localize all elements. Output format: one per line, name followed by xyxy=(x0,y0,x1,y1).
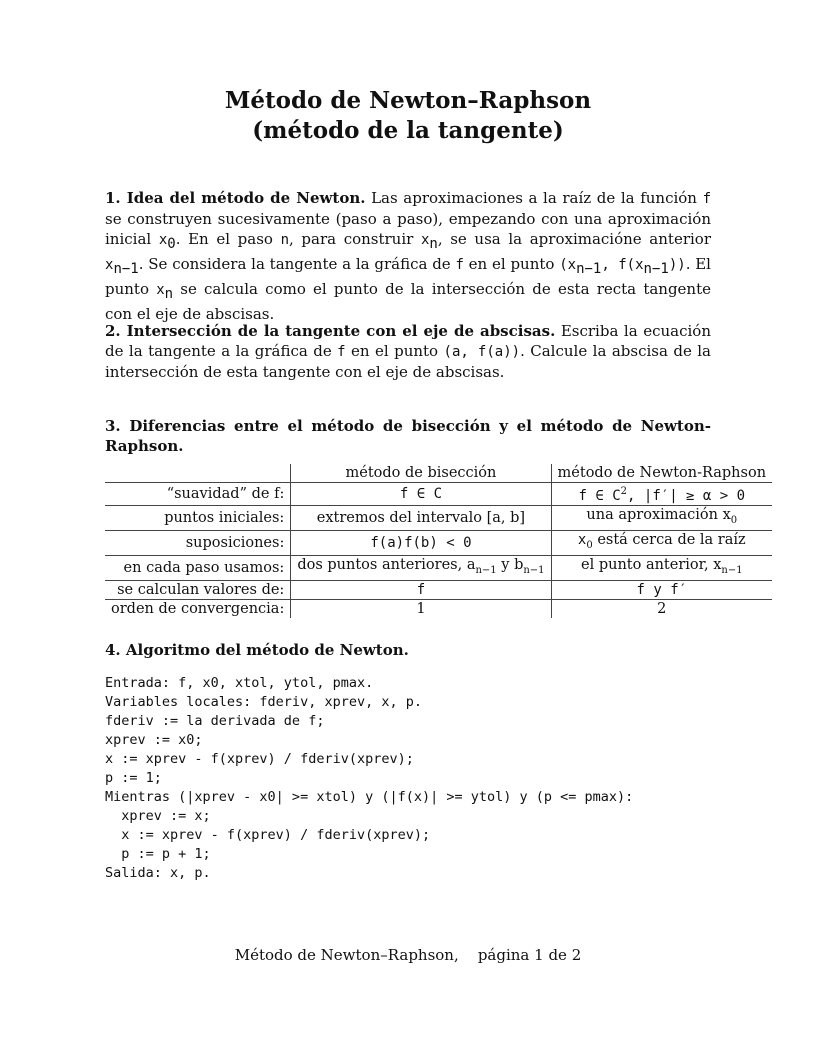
algorithm-code xyxy=(105,674,633,883)
row-label: suposiciones: xyxy=(105,530,291,555)
table-header-cell: método de Newton-Raphson xyxy=(551,464,772,483)
title-line-2: (método de la tangente) xyxy=(252,117,564,144)
title-line-1: Método de Newton–Raphson xyxy=(224,87,592,114)
math: , f(x xyxy=(601,257,644,273)
section-idea xyxy=(105,188,711,324)
code-line: Salida: x, p. xyxy=(105,865,211,881)
table-cell: f xyxy=(291,580,551,599)
code-line: Variables locales: fderiv, xprev, x, p. xyxy=(105,694,422,710)
table-cell: f y f′ xyxy=(551,580,772,599)
table-row xyxy=(105,530,772,555)
math: x xyxy=(577,531,587,548)
code-line: x := xprev - f(xprev) / fderiv(xprev); xyxy=(105,827,431,843)
text: se construyen sucesivamente (paso a paso), empezando con una aproximación inicial xyxy=(105,210,711,248)
math: x xyxy=(156,282,165,298)
page-footer xyxy=(0,946,816,964)
page-title xyxy=(105,86,711,146)
table-header-cell xyxy=(105,464,291,483)
code-line: fderiv := la derivada de f; xyxy=(105,713,325,729)
code-line: Mientras (|xprev - x0| >= xtol) y (|f(x)| >= ytol) y (p <= pmax): xyxy=(105,789,634,805)
section-algorithm xyxy=(105,640,711,660)
math: f xyxy=(455,257,464,273)
row-label: se calculan valores de: xyxy=(105,580,291,599)
math-sub: n−1 xyxy=(643,261,669,277)
row-label: “suavidad” de f: xyxy=(105,483,291,506)
table-header-cell: método de bisección xyxy=(291,464,551,483)
text: , para construir xyxy=(289,230,421,248)
math: x xyxy=(158,232,168,248)
code-line: Entrada: f, x0, xtol, ytol, pmax. xyxy=(105,675,374,691)
text: una aproximación x xyxy=(586,506,731,523)
text: . El punto xyxy=(105,255,711,298)
math-sub: n−1 xyxy=(576,261,602,277)
math-sub: n−1 xyxy=(523,564,545,576)
comparison-table xyxy=(105,464,772,618)
table-header-row xyxy=(105,464,772,483)
text: , se usa la aproximacióne anterior xyxy=(437,230,711,248)
text: y b xyxy=(496,556,524,573)
code-line: p := 1; xyxy=(105,770,162,786)
row-label: orden de convergencia: xyxy=(105,599,291,618)
code-line: p := p + 1; xyxy=(105,846,211,862)
math: )) xyxy=(668,257,686,273)
text: en el punto xyxy=(345,342,444,360)
table-row xyxy=(105,555,772,580)
text: . Se considera la tangente a la gráfica de xyxy=(138,255,456,273)
text: Las aproximaciones a la raíz de la función xyxy=(365,189,703,207)
math: f xyxy=(702,191,711,207)
math-sub: n−1 xyxy=(113,261,139,277)
math: , |f′| ≥ α > 0 xyxy=(627,487,746,504)
section-idea-heading: 1. Idea del método de Newton. xyxy=(105,189,366,207)
text: está cerca de la raíz xyxy=(592,531,746,548)
table-cell: f ∈ C xyxy=(291,483,551,506)
code-line: xprev := x; xyxy=(105,808,211,824)
math-sub: n−1 xyxy=(475,564,497,576)
page-content xyxy=(105,86,767,881)
table-cell: 1 xyxy=(291,599,551,618)
table-cell: 2 xyxy=(551,599,772,618)
text: dos puntos anteriores, a xyxy=(297,556,476,573)
math-sup: 2 xyxy=(620,486,628,497)
text: el punto anterior, x xyxy=(581,556,722,573)
math: (x xyxy=(559,257,577,273)
math-sub: 0 xyxy=(167,236,176,252)
math-sub: n−1 xyxy=(721,564,743,576)
math: n xyxy=(280,232,289,248)
table-cell xyxy=(551,505,772,530)
table-cell: f(a)f(b) < 0 xyxy=(291,530,551,555)
row-label: puntos iniciales: xyxy=(105,505,291,530)
table-row xyxy=(105,505,772,530)
table-row xyxy=(105,599,772,618)
math-sub: 0 xyxy=(586,539,593,551)
footer-doc-title: Método de Newton–Raphson, xyxy=(234,946,459,964)
code-line: xprev := x0; xyxy=(105,732,203,748)
math: f xyxy=(337,344,346,360)
math: x xyxy=(420,232,430,248)
table-cell xyxy=(551,555,772,580)
section-differences xyxy=(105,416,711,456)
text: se calcula como el punto de la intersección de esta recta tangente con el eje de abscisas. xyxy=(105,280,711,323)
footer-page-number: página 1 de 2 xyxy=(477,946,582,964)
math-sub: n xyxy=(429,236,438,252)
table-cell: extremos del intervalo [a, b] xyxy=(291,505,551,530)
section-tangent xyxy=(105,321,711,382)
text: . Calcule la abscisa de la intersección de esta tangente con el eje de abscisas. xyxy=(105,342,711,381)
code-line: x := xprev - f(xprev) / fderiv(xprev); xyxy=(105,751,414,767)
table-cell xyxy=(551,483,772,506)
row-label: en cada paso usamos: xyxy=(105,555,291,580)
text: Escriba la ecuación de la tangente a la gráfica de xyxy=(105,322,711,360)
section-differences-heading: 3. Diferencias entre el método de bisección y el método de Newton-Raphson. xyxy=(105,417,711,455)
math-sub: n xyxy=(164,286,174,302)
table-cell xyxy=(551,530,772,555)
text: en el punto xyxy=(463,255,560,273)
math: (a, f(a)) xyxy=(443,344,521,360)
math-sub: 0 xyxy=(730,514,738,526)
math: x xyxy=(105,257,114,273)
table-row xyxy=(105,483,772,506)
table-cell xyxy=(291,555,551,580)
table-row xyxy=(105,580,772,599)
text: . En el paso xyxy=(175,230,281,248)
section-algorithm-heading: 4. Algoritmo del método de Newton. xyxy=(105,641,409,659)
section-tangent-heading: 2. Intersección de la tangente con el eje de abscisas. xyxy=(105,322,556,340)
math: f ∈ C xyxy=(578,487,621,504)
